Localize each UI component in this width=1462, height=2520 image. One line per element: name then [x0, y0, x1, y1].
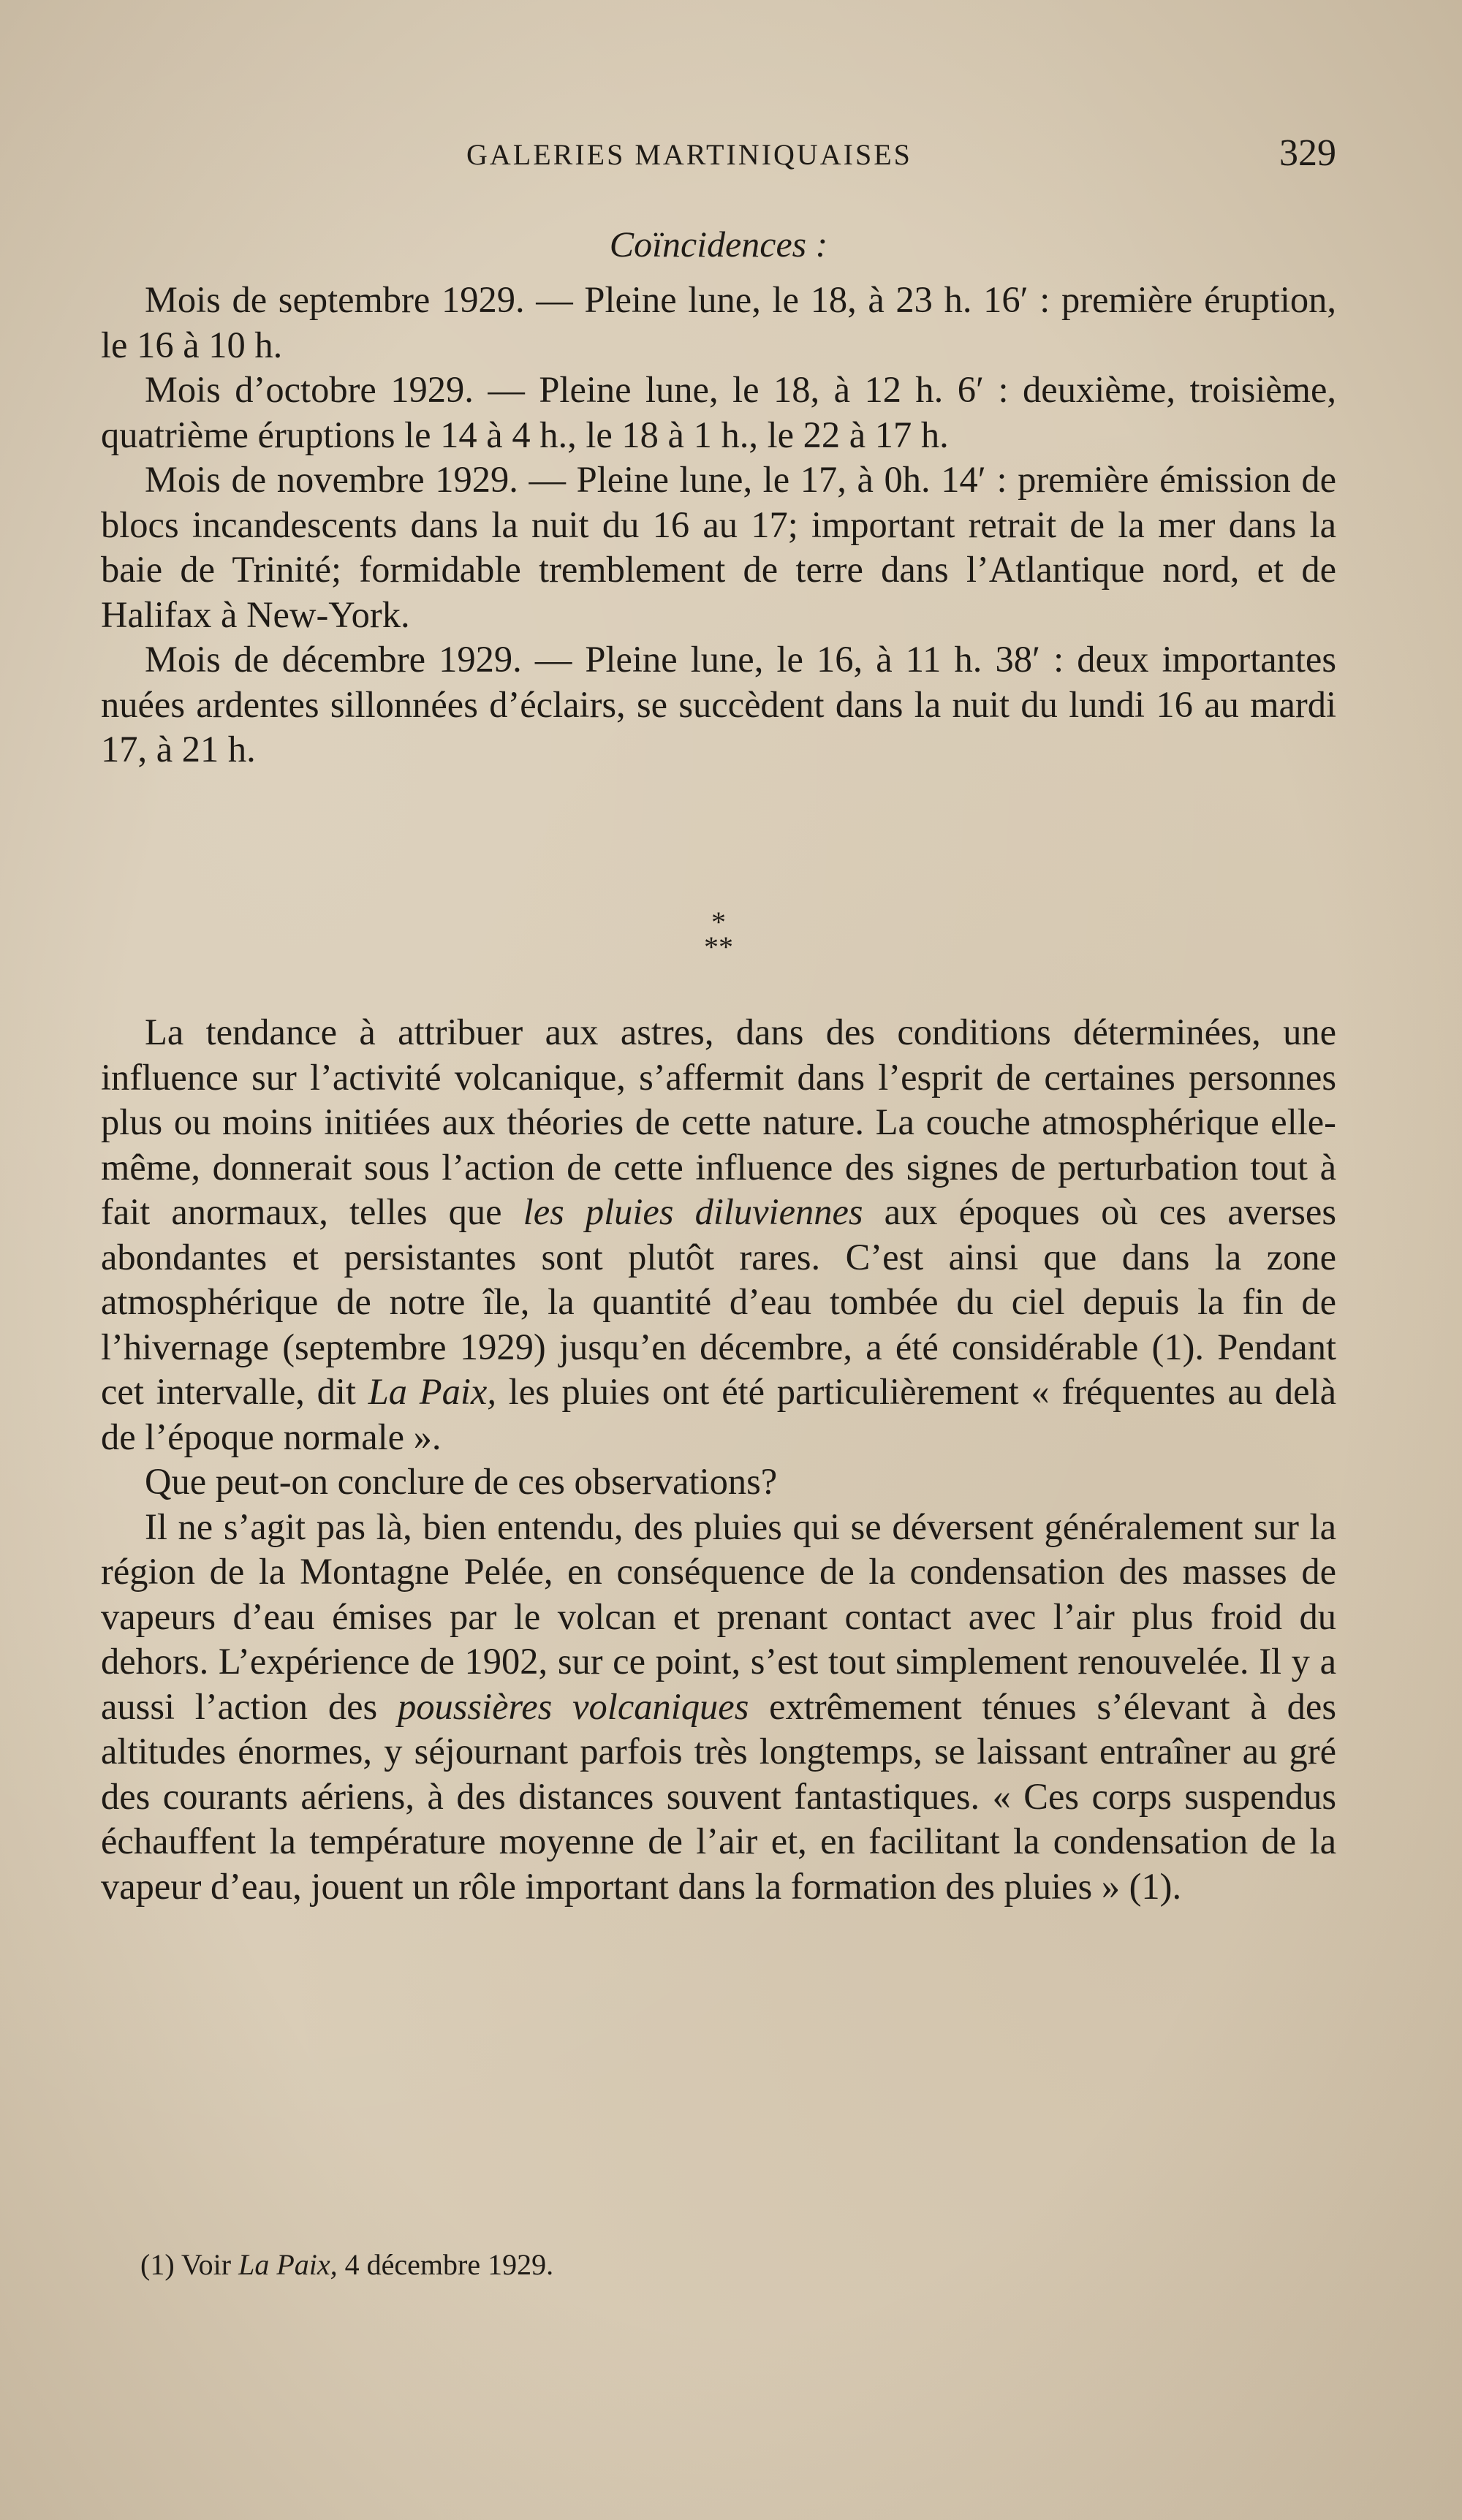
section-heading: Coïncidences :	[609, 224, 828, 265]
paragraph-question: Que peut-on conclure de ces observations?	[145, 1461, 778, 1502]
asterism-top: *	[711, 906, 726, 938]
footnote-suffix: 4 décembre 1929.	[337, 2248, 554, 2281]
coincidences-list	[101, 278, 1336, 773]
coincidence-november: Mois de novembre 1929. — Pleine lune, le 17, à 0h. 14′ : première émission de blocs incandescents dans la nuit du 16 au 17; important retrait de la mer dans la baie de Trinité; formidable tremblement de terre dans l’Atlantique nord, et de Halifax à New-York.	[101, 459, 1336, 635]
italic-la-paix: La Paix,	[368, 1371, 496, 1412]
footnote	[140, 2247, 553, 2282]
book-page	[101, 0, 1336, 2520]
paragraph-rains	[101, 1505, 1336, 1910]
paragraph-rains-part1: Il ne s’agit pas là, bien entendu, des pluies qui se déversent généralement sur la région de la Montagne Pelée, en conséquence de la condensation des masses de vapeurs d’eau émises par le volcan et prenant contact avec l’air plus froid du dehors. L’expérience de 1902, sur ce point, s’est tout simplement renouvelée. Il y a aussi l’action des	[101, 1506, 1336, 1727]
coincidence-september: Mois de septembre 1929. — Pleine lune, le 18, à 23 h. 16′ : première éruption, le 16 à 10 h.	[101, 279, 1336, 365]
paragraph-influence-part3: les pluies ont été particulièrement « fréquentes au delà de l’époque normale ».	[101, 1371, 1336, 1457]
paragraph-rains-part2: extrêmement ténues s’élevant à des altitudes énormes, y séjournant parfois très longtemps, se laissant entraîner au gré des courants aériens, à des distances souvent fantastiques. « Ces corps suspendus échauffent la température moyenne de l’air et, en facilitant la condensation de la vapeur d’eau, jouent un rôle important dans la formation des pluies » (1).	[101, 1685, 1336, 1907]
paragraph-influence-part1: La tendance à attribuer aux astres, dans des conditions déterminées, une influence sur l’activité volcanique, s’affermit dans l’esprit de certaines personnes plus ou moins initiées aux théories de cette nature. La couche atmosphérique elle-même, donnerait sous l’action de cette influence des signes de perturbation tout à fait anormaux, telles que	[101, 1012, 1336, 1232]
asterism-separator	[101, 906, 1336, 963]
footnote-italic: La Paix,	[238, 2248, 338, 2281]
running-title: GALERIES MARTINIQUAISES	[466, 138, 912, 171]
coincidence-october: Mois d’octobre 1929. — Pleine lune, le 18, à 12 h. 6′ : deuxième, troisième, quatrième éruptions le 14 à 4 h., le 18 à 1 h., le 22 à 17 h.	[101, 369, 1336, 455]
italic-poussieres-volcaniques: poussières volcaniques	[397, 1685, 749, 1727]
footnote-prefix: (1) Voir	[140, 2248, 239, 2281]
body-text	[101, 1010, 1336, 1909]
coincidence-december: Mois de décembre 1929. — Pleine lune, le 16, à 11 h. 38′ : deux importantes nuées ardentes sillonnées d’éclairs, se succèdent dans la nuit du lundi 16 au mardi 17, à 21 h.	[101, 639, 1336, 770]
running-head	[101, 132, 1336, 175]
page-number: 329	[1279, 132, 1336, 174]
paragraph-influence-part2: aux époques où ces averses abondantes et persistantes sont plutôt rares. C’est ainsi que dans la zone atmosphérique de notre île, la quantité d’eau tombée du ciel depuis la fin de l’hivernage (septembre 1929) jusqu’en décembre, a été considérable (1). Pendant cet intervalle, dit	[101, 1191, 1336, 1412]
italic-pluies-diluviennes: les pluies diluviennes	[523, 1191, 863, 1232]
asterism-bottom: **	[704, 930, 733, 963]
paragraph-influence	[101, 1010, 1336, 1460]
